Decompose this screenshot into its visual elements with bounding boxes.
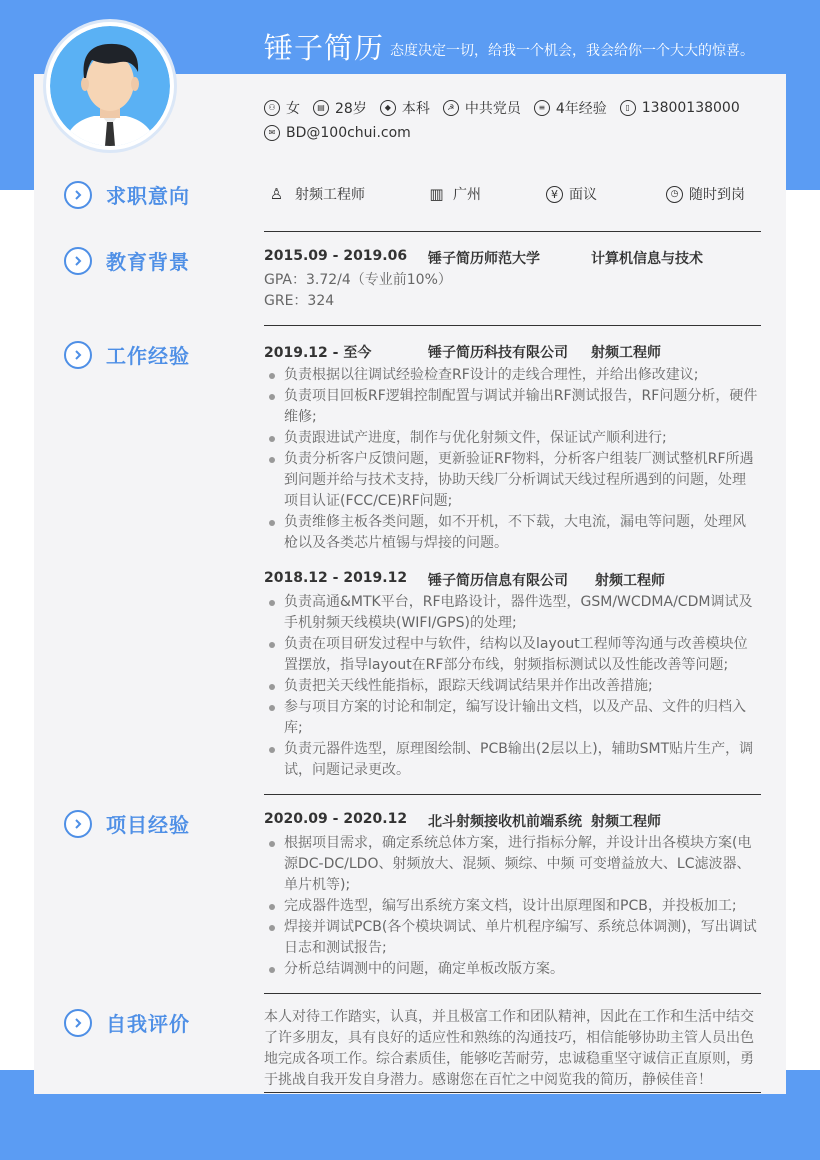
education-gpa: GPA：3.72/4（专业前10%）	[264, 272, 452, 288]
email-value: BD@100chui.com	[286, 125, 411, 141]
list-item: 参与项目方案的讨论和制定，编写设计输出文档，以及产品、文件的归档入库;	[264, 697, 758, 739]
chevron-right-icon	[64, 1009, 92, 1037]
section-project-header	[64, 809, 190, 838]
list-item: 负责高通&MTK平台，RF电路设计，器件选型，GSM/WCDMA/CDM调试及手机射频天线模块(WIFI/GPS)的处理;	[264, 592, 758, 634]
age-item	[313, 98, 367, 118]
work-role: 射频工程师	[591, 345, 661, 361]
graduation-cap-icon: ◆	[380, 100, 396, 116]
resume-motto: 态度决定一切，给我一个机会，我会给你一个大大的惊喜。	[390, 43, 754, 59]
list-item: 完成器件选型，编写出系统方案文档，设计出原理图和PCB，并投板加工;	[264, 896, 758, 917]
intent-position-value: 射频工程师	[295, 187, 365, 203]
chevron-right-icon	[64, 810, 92, 838]
chevron-right-icon	[64, 181, 92, 209]
gender-item	[264, 98, 300, 118]
email-item	[264, 125, 411, 141]
politics-value: 中共党员	[464, 101, 521, 117]
tie-icon: ♙	[269, 184, 284, 203]
phone-value: 13800138000	[641, 100, 740, 116]
degree-item	[380, 98, 430, 118]
chevron-right-icon	[64, 247, 92, 275]
politics-item	[443, 98, 521, 118]
project-name: 北斗射频接收机前端系统	[428, 814, 582, 830]
intent-availability	[666, 184, 745, 204]
list-item: 负责元器件选型，原理图绘制、PCB输出(2层以上)，辅助SMT贴片生产，调试，问题记录更改。	[264, 739, 758, 781]
list-item: 负责把关天线性能指标，跟踪天线调试结果并作出改善措施;	[264, 676, 758, 697]
education-school: 锤子简历师范大学	[428, 251, 540, 267]
section-title: 工作经验	[106, 344, 190, 368]
section-work-header	[64, 340, 190, 369]
avatar	[46, 22, 174, 150]
calendar-icon: ▤	[313, 100, 329, 116]
section-title: 自我评价	[106, 1012, 190, 1036]
intent-city-value: 广州	[453, 187, 481, 203]
intent-salary	[546, 184, 597, 204]
divider	[264, 1092, 761, 1093]
list-item: 根据项目需求，确定系统总体方案，进行指标分解，并设计出各模块方案(电源DC-DC/LDO、射频放大、混频、频综、中频 可变增益放大、LC滤波器、单片机等);	[264, 833, 758, 896]
work-period: 2019.12 - 至今	[264, 345, 372, 361]
list-item: 负责维修主板各类问题，如不开机，不下载，大电流，漏电等问题，处理风枪以及各类芯片植锡与焊接的问题。	[264, 512, 758, 554]
chevron-right-icon	[64, 341, 92, 369]
project-duties-list	[264, 833, 758, 980]
intent-salary-value: 面议	[569, 187, 597, 203]
work-company: 锤子简历科技有限公司	[428, 345, 568, 361]
divider	[264, 993, 761, 994]
work-role: 射频工程师	[595, 573, 665, 589]
work-duties-list	[264, 365, 758, 554]
document-icon: ≡	[534, 100, 550, 116]
personal-info	[264, 98, 753, 118]
experience-value: 4年经验	[555, 101, 607, 117]
experience-item	[534, 98, 607, 118]
section-title: 项目经验	[106, 813, 190, 837]
work-company: 锤子简历信息有限公司	[428, 573, 568, 589]
list-item: 负责根据以往调试经验检查RF设计的走线合理性，并给出修改建议;	[264, 365, 758, 386]
building-icon: ▥	[429, 184, 444, 203]
list-item: 负责分析客户反馈问题，更新验证RF物料，分析客户组装厂测试整机RF所遇到问题并给与技术支持，协助天线厂分析调试天线过程所遇到的问题，处理项目认证(FCC/CE)RF问题;	[264, 449, 758, 512]
list-item: 分析总结调测中的问题，确定单板改版方案。	[264, 959, 758, 980]
section-title: 求职意向	[106, 184, 190, 208]
project-role: 射频工程师	[591, 814, 661, 830]
education-period: 2015.09 - 2019.06	[264, 248, 408, 264]
avatar-illustration	[50, 26, 170, 146]
education-gre: GRE：324	[264, 293, 335, 309]
section-intent-header	[64, 180, 190, 209]
personal-info-email	[264, 125, 424, 141]
section-education-header	[64, 246, 190, 275]
project-period: 2020.09 - 2020.12	[264, 811, 408, 827]
degree-value: 本科	[401, 101, 430, 117]
yen-icon: ¥	[546, 186, 563, 203]
party-icon: ☭	[443, 100, 459, 116]
list-item: 负责跟进试产进度，制作与优化射频文件，保证试产顺利进行;	[264, 428, 758, 449]
divider	[264, 231, 761, 232]
email-icon: ✉	[264, 125, 280, 141]
divider	[264, 325, 761, 326]
intent-position	[268, 184, 365, 204]
phone-item	[620, 100, 740, 116]
gender-icon: ⚇	[264, 100, 280, 116]
intent-availability-value: 随时到岗	[689, 187, 745, 203]
section-title: 教育背景	[106, 250, 190, 274]
resume-name: 锤子简历	[264, 31, 385, 65]
work-period: 2018.12 - 2019.12	[264, 570, 408, 586]
list-item: 负责项目回板RF逻辑控制配置与调试并输出RF测试报告，RF问题分析，硬件维修;	[264, 386, 758, 428]
section-self-header	[64, 1008, 190, 1037]
self-evaluation-text: 本人对待工作踏实，认真，并且极富工作和团队精神，因此在工作和生活中结交了许多朋友，具有良好的适应性和熟练的沟通技巧，相信能够协助主管人员出色地完成各项工作。综合素质佳，能够吃苦耐劳，忠诚稳重坚守诚信正直原则，勇于挑战自我开发自身潜力。感谢您在百忙之中阅览我的简历，静候佳音！	[264, 1009, 754, 1088]
phone-icon: ▯	[620, 100, 636, 116]
list-item: 负责在项目研发过程中与软件，结构以及layout工程师等沟通与改善模块位置摆放，指导layout在RF部分布线，射频指标测试以及性能改善等问题;	[264, 634, 758, 676]
clock-icon: ◷	[666, 186, 683, 203]
gender-value: 女	[286, 101, 300, 117]
work-duties-list	[264, 592, 758, 781]
age-value: 28岁	[335, 101, 367, 117]
education-major: 计算机信息与技术	[591, 251, 703, 267]
intent-city	[428, 184, 481, 204]
divider	[264, 794, 761, 795]
list-item: 焊接并调试PCB(各个模块调试、单片机程序编写、系统总体调测)，写出调试日志和测试报告;	[264, 917, 758, 959]
